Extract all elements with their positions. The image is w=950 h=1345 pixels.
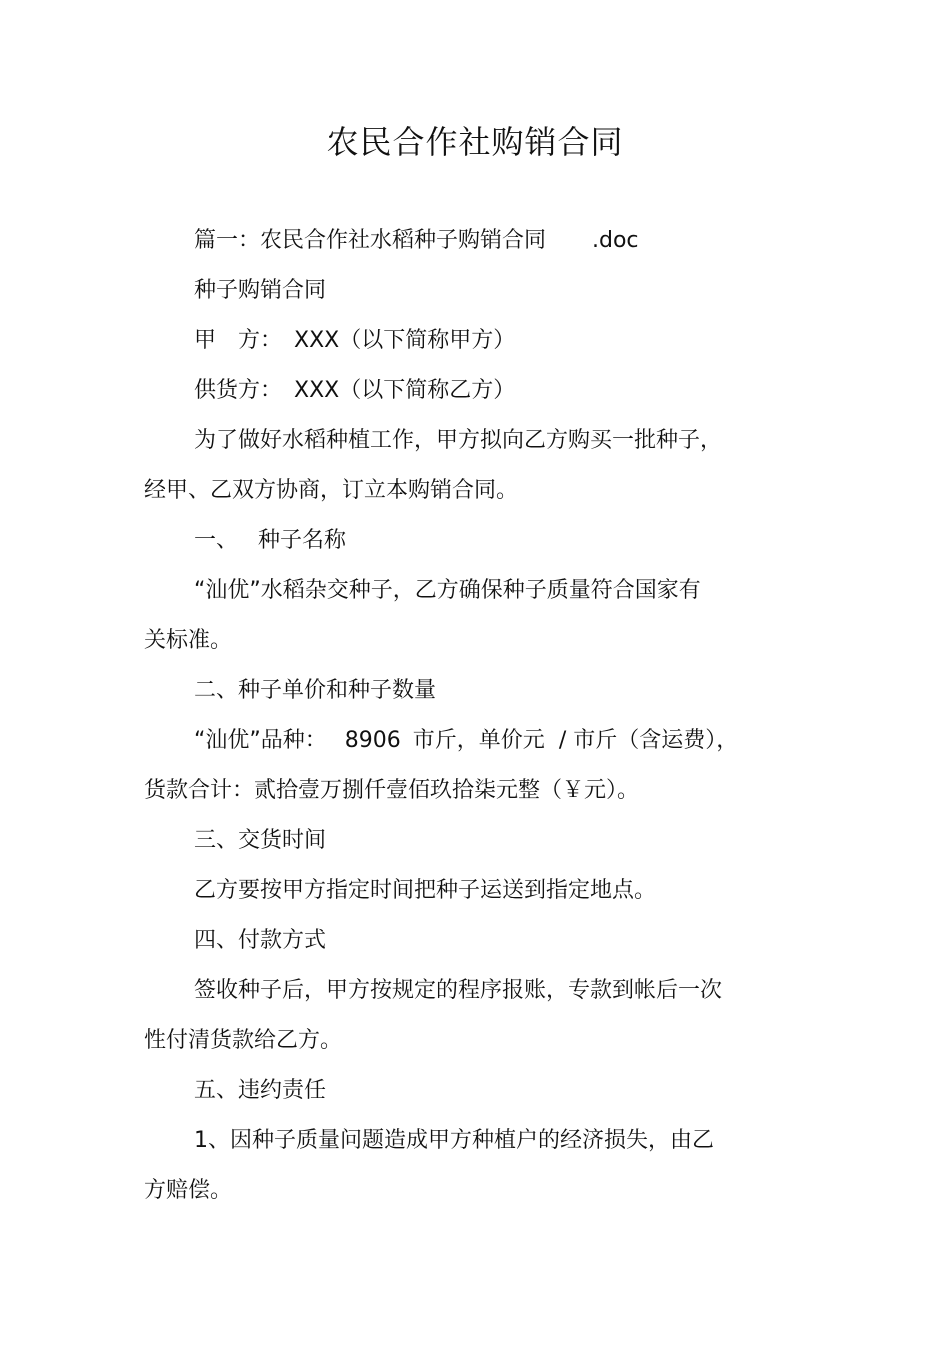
price-line <box>194 726 738 756</box>
section-heading: 四、付款方式 <box>194 928 327 953</box>
supplier-line <box>194 376 515 406</box>
unit-price-text: 市斤，单价元 <box>412 728 545 753</box>
section-title: 种子名称 <box>258 528 347 553</box>
chapter-heading <box>194 226 639 256</box>
unit-price-suffix: / 市斤（含运费）， <box>558 728 739 753</box>
party-a-line <box>194 326 515 356</box>
paragraph-line: 货款合计：贰拾壹万捌仟壹佰玖拾柒元整（￥元）。 <box>144 778 640 803</box>
paragraph-line: 关标准。 <box>144 628 233 653</box>
paragraph-line: 乙方要按甲方指定时间把种子运送到指定地点。 <box>194 878 657 903</box>
document-title: 农民合作社购销合同 <box>326 123 624 161</box>
variety-label: “汕优”品种： <box>194 728 327 753</box>
paragraph-line: 1、因种子质量问题造成甲方种植户的经济损失，由乙 <box>194 1128 714 1153</box>
quantity-value: 8906 <box>344 728 401 753</box>
supplier-label: 供货方： <box>194 378 283 403</box>
section-number: 一、 <box>194 528 239 553</box>
paragraph-line: 方赔偿。 <box>144 1178 233 1203</box>
paragraph-line: 性付清货款给乙方。 <box>144 1028 343 1053</box>
section-heading: 五、违约责任 <box>194 1078 327 1103</box>
paragraph-line: 签收种子后，甲方按规定的程序报账，专款到帐后一次 <box>194 978 723 1003</box>
paragraph-line: 经甲、乙双方协商，订立本购销合同。 <box>144 478 519 503</box>
section-heading <box>194 526 346 556</box>
contract-subtitle: 种子购销合同 <box>194 278 327 303</box>
paragraph-line: 为了做好水稻种植工作，甲方拟向乙方购买一批种子， <box>194 428 723 453</box>
party-a-label: 甲 方： <box>194 328 283 353</box>
supplier-value: XXX（以下简称乙方） <box>294 378 516 403</box>
chapter-heading-text: 篇一：农民合作社水稻种子购销合同 <box>194 228 547 253</box>
paragraph-line: “汕优”水稻杂交种子，乙方确保种子质量符合国家有 <box>194 578 701 603</box>
section-heading: 三、交货时间 <box>194 828 327 853</box>
chapter-file-extension: .doc <box>592 228 639 253</box>
party-a-value: XXX（以下简称甲方） <box>294 328 516 353</box>
section-heading: 二、种子单价和种子数量 <box>194 678 437 703</box>
